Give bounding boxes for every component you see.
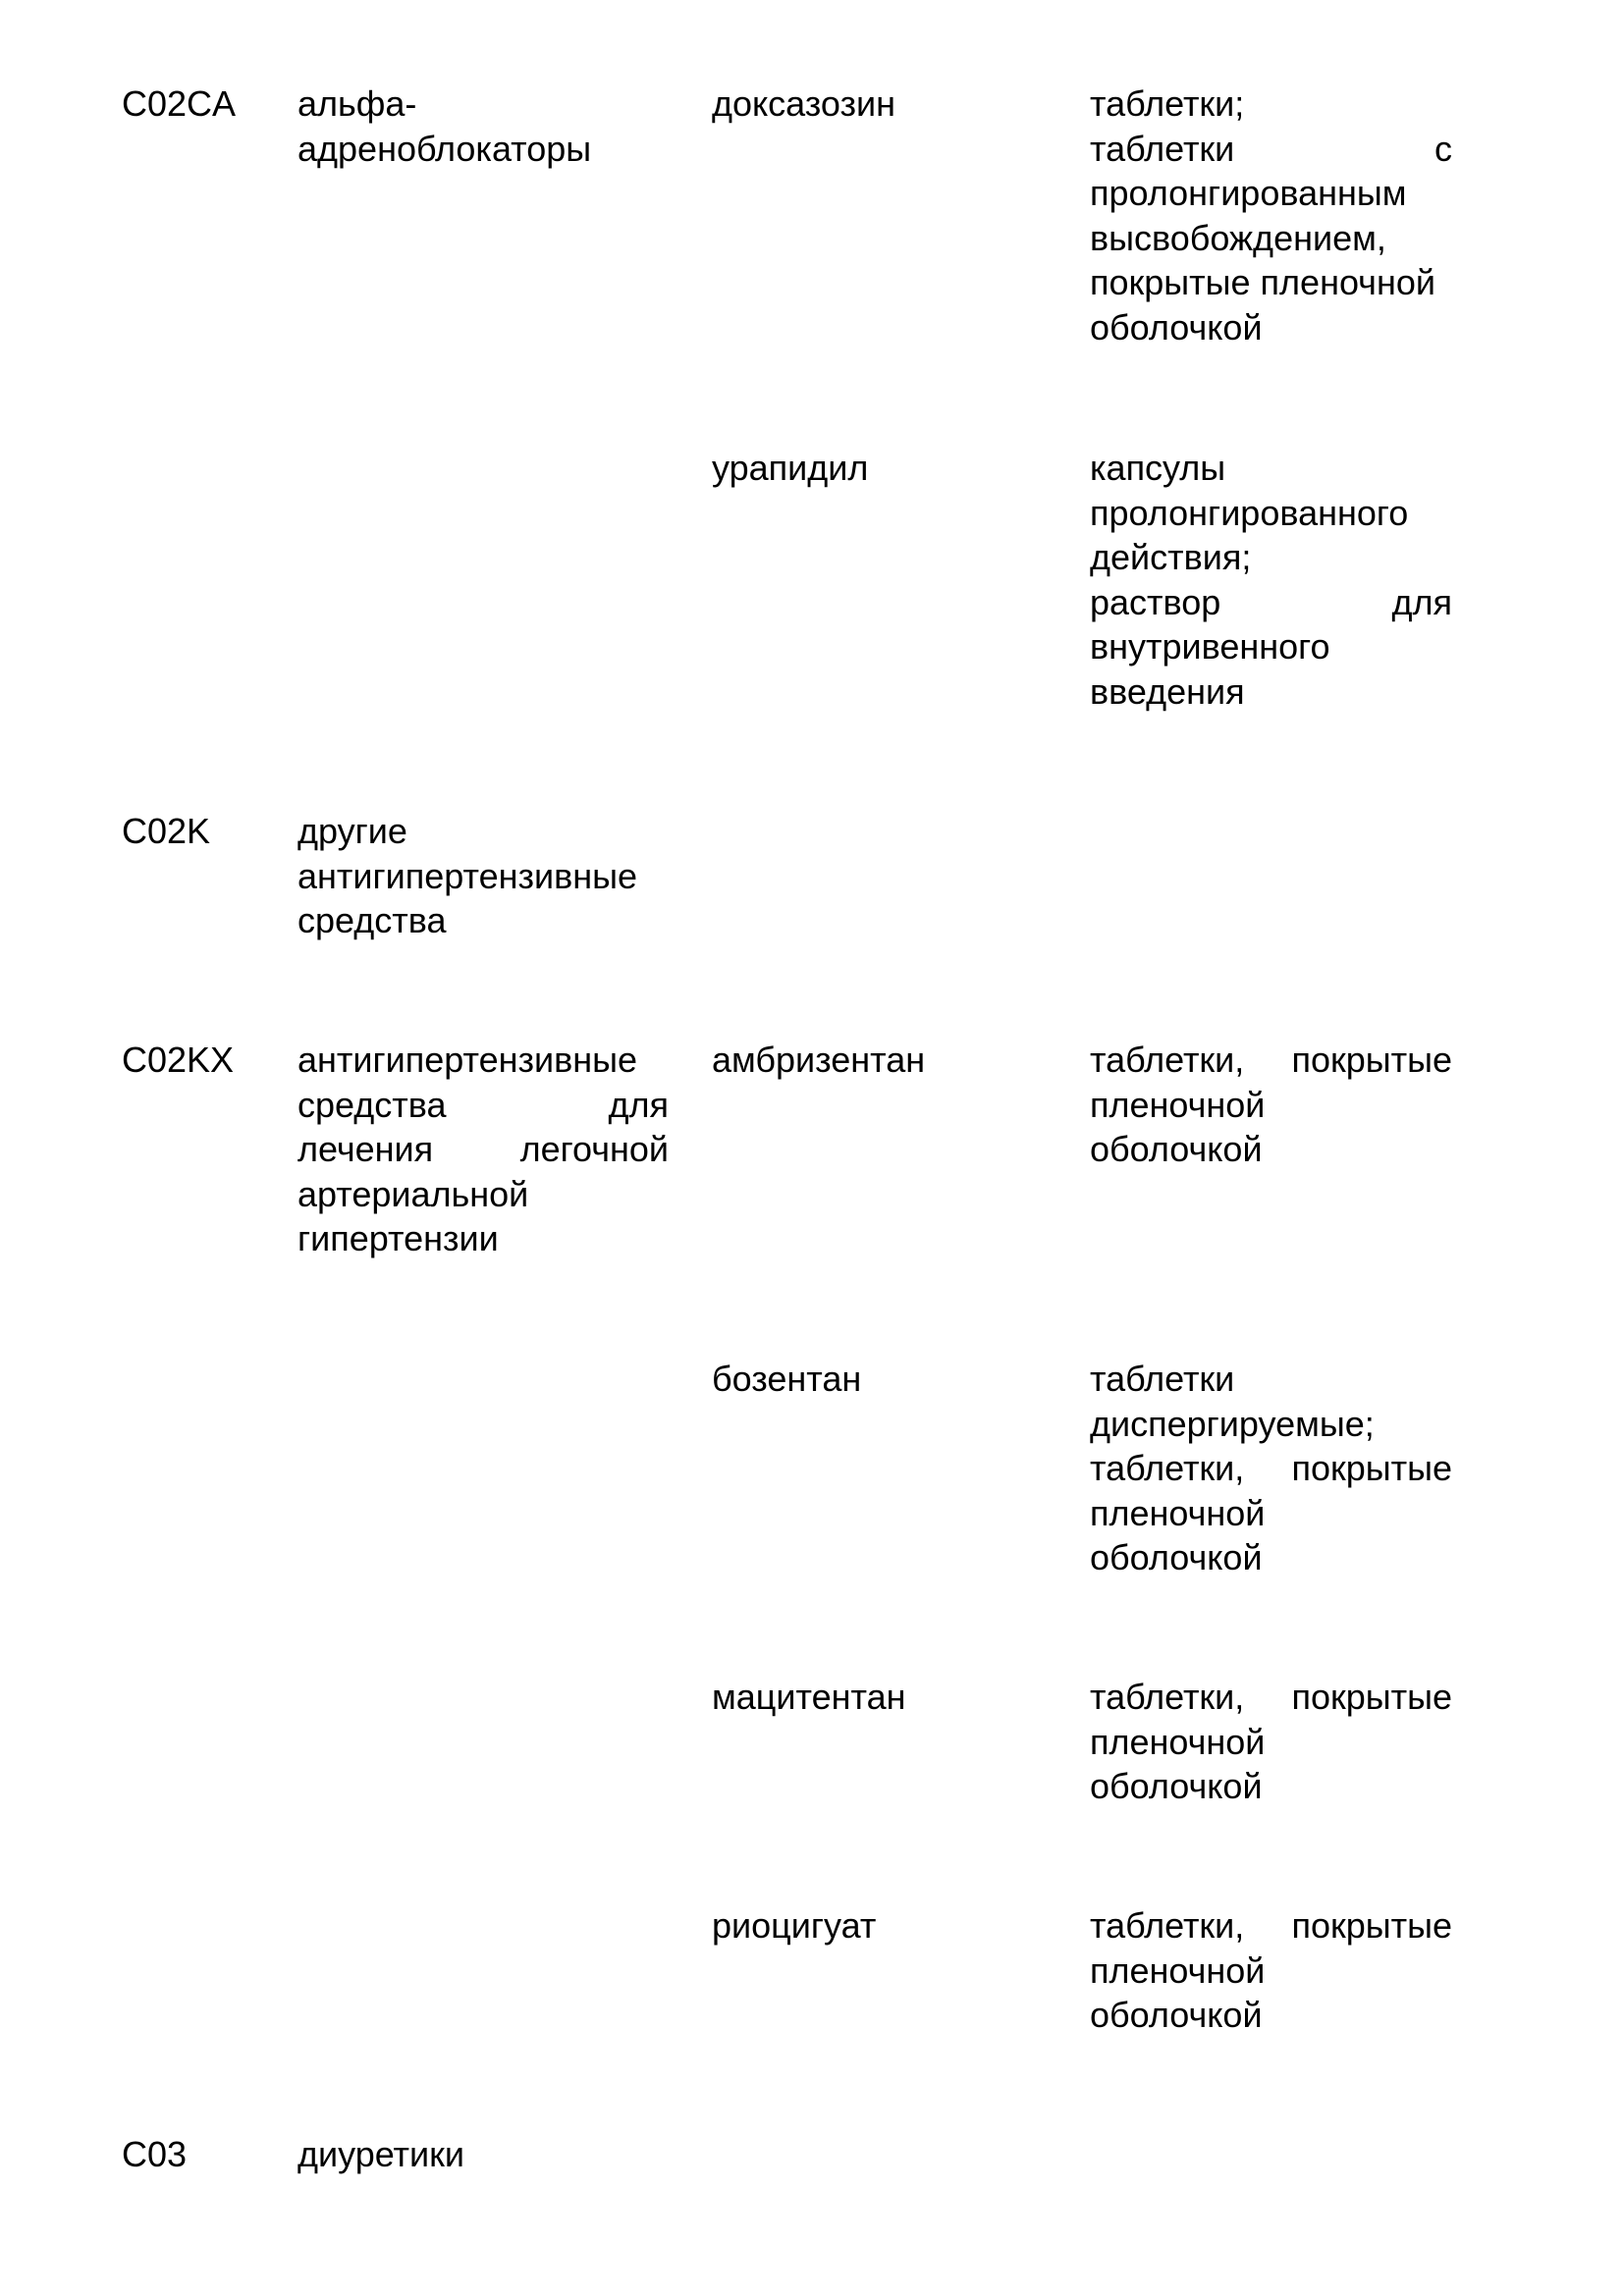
text-line: таблетки с	[1090, 128, 1452, 169]
dosage-form	[1090, 1357, 1452, 1580]
text-line: оболочкой	[1090, 1995, 1263, 2035]
text-line: таблетки	[1090, 1359, 1235, 1399]
drug-name: урапидил	[712, 448, 869, 488]
text-line: покрытые пленочной	[1090, 262, 1435, 302]
text-line: пролонгированным	[1090, 173, 1407, 213]
text-line: таблетки, покрытые	[1090, 1448, 1452, 1488]
text-line: альфа-	[298, 83, 417, 124]
drug-name: доксазозин	[712, 83, 896, 124]
dosage-form	[1090, 1038, 1452, 1172]
text-line: таблетки;	[1090, 83, 1245, 124]
text-line: пролонгированного	[1090, 492, 1409, 533]
text-line: пленочной	[1090, 1492, 1266, 1533]
text-line: капсулы	[1090, 448, 1226, 488]
text-line: высвобождением,	[1090, 217, 1386, 258]
text-line: антигипертензивные	[298, 855, 637, 896]
text-line: оболочкой	[1090, 1129, 1263, 1169]
text-line: раствор для	[1090, 581, 1452, 622]
drug-name: риоцигуат	[712, 1905, 877, 1946]
atc-group-name	[298, 1038, 669, 1261]
atc-code: C02KX	[122, 1040, 235, 1080]
text-line: пленочной	[1090, 1084, 1266, 1125]
text-line: диспергируемые;	[1090, 1403, 1375, 1444]
drug-name: бозентан	[712, 1359, 862, 1399]
text-line: таблетки, покрытые	[1090, 1677, 1452, 1717]
text-line: адреноблокаторы	[298, 128, 592, 169]
dosage-form	[1090, 1903, 1452, 2038]
text-line: средства для	[298, 1084, 669, 1125]
text-line: гипертензии	[298, 1218, 499, 1258]
text-line: внутривенного	[1090, 626, 1330, 667]
atc-group-name	[298, 81, 669, 171]
text-line: таблетки, покрытые	[1090, 1040, 1452, 1080]
atc-group-name	[298, 809, 669, 943]
dosage-form	[1090, 446, 1452, 714]
text-line: введения	[1090, 670, 1245, 712]
text-line: оболочкой	[1090, 306, 1263, 347]
text-line: пленочной	[1090, 1949, 1266, 1991]
text-line: пленочной	[1090, 1721, 1266, 1762]
text-line: оболочкой	[1090, 1766, 1263, 1806]
text-line: лечения легочной	[298, 1129, 669, 1169]
dosage-form	[1090, 1675, 1452, 1809]
atc-code: C02K	[122, 811, 211, 851]
text-line: другие	[298, 811, 407, 851]
dosage-form	[1090, 81, 1452, 349]
atc-group-name	[298, 2132, 669, 2177]
text-line: диуретики	[298, 2134, 465, 2174]
text-line: действия;	[1090, 537, 1252, 577]
text-line: антигипертензивные	[298, 1040, 637, 1080]
atc-code: C02CA	[122, 83, 237, 124]
text-line: оболочкой	[1090, 1537, 1263, 1577]
text-line: таблетки, покрытые	[1090, 1905, 1452, 1946]
drug-name: мацитентан	[712, 1677, 906, 1717]
text-line: средства	[298, 900, 447, 940]
drug-name: амбризентан	[712, 1040, 926, 1080]
text-line: артериальной	[298, 1173, 529, 1214]
atc-code: C03	[122, 2134, 188, 2174]
